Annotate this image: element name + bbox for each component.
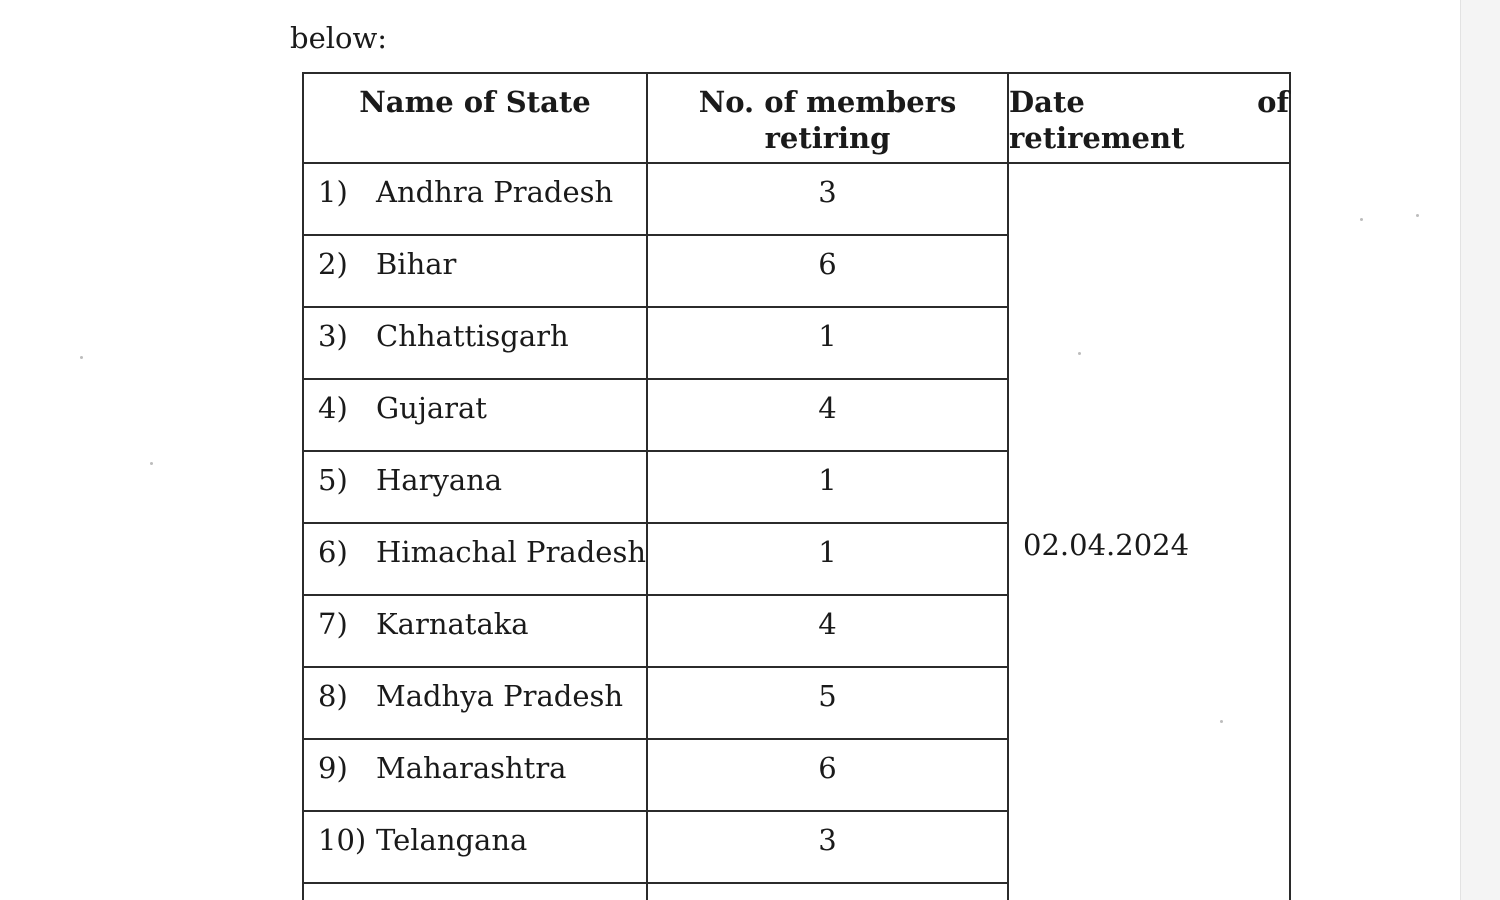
state-cell [303, 307, 647, 379]
scan-speck [1416, 214, 1419, 217]
row-number: 2) [318, 247, 348, 281]
state-cell [303, 811, 647, 883]
state-name: Bihar [376, 247, 457, 281]
header-members-line1: No. of members [698, 85, 957, 119]
header-date-line2: retirement [1009, 121, 1185, 155]
header-date-line1 [1009, 84, 1289, 120]
state-cell [303, 739, 647, 811]
header-date-word1: Date [1009, 85, 1085, 119]
state-name: Telangana [376, 823, 528, 857]
members-count [647, 883, 1008, 900]
state-cell [303, 379, 647, 451]
scan-speck [1360, 218, 1363, 221]
retiring-members-table [302, 72, 1291, 900]
state-name: Maharashtra [376, 751, 567, 785]
members-count: 6 [647, 235, 1008, 307]
header-date-word2: of [1257, 85, 1289, 119]
header-date [1008, 73, 1290, 163]
row-number: 3) [318, 319, 348, 353]
members-count: 6 [647, 739, 1008, 811]
header-state-label: Name of State [359, 85, 591, 119]
retirement-date: 02.04.2024 [1023, 527, 1190, 562]
state-name: Haryana [376, 463, 503, 497]
state-name: Gujarat [376, 391, 487, 425]
retirement-date-cell [1008, 163, 1290, 900]
table-row [303, 163, 1290, 235]
row-number: 8) [318, 679, 348, 713]
state-name: Chhattisgarh [376, 319, 569, 353]
state-cell [303, 163, 647, 235]
state-cell [303, 667, 647, 739]
intro-text: below: [290, 21, 388, 55]
header-members [647, 73, 1008, 163]
state-cell [303, 451, 647, 523]
row-number: 5) [318, 463, 348, 497]
scan-speck [1078, 352, 1081, 355]
members-count: 4 [647, 379, 1008, 451]
state-cell [303, 235, 647, 307]
members-count: 3 [647, 163, 1008, 235]
scan-speck [80, 356, 83, 359]
table-header-row [303, 73, 1290, 163]
scan-speck [150, 462, 153, 465]
header-members-line2: retiring [764, 121, 891, 155]
state-name: Himachal Pradesh [376, 535, 647, 569]
state-name: Madhya Pradesh [376, 679, 624, 713]
state-cell [303, 595, 647, 667]
members-count: 5 [647, 667, 1008, 739]
row-number: 6) [318, 535, 348, 569]
members-count: 1 [647, 523, 1008, 595]
row-number: 7) [318, 607, 348, 641]
row-number: 4) [318, 391, 348, 425]
members-count: 1 [647, 451, 1008, 523]
members-count: 3 [647, 811, 1008, 883]
members-count: 1 [647, 307, 1008, 379]
header-state [303, 73, 647, 163]
state-name: Karnataka [376, 607, 529, 641]
scan-speck [1220, 720, 1223, 723]
page-edge [1460, 0, 1500, 900]
members-count: 4 [647, 595, 1008, 667]
table-body [303, 163, 1290, 900]
state-name: Andhra Pradesh [376, 175, 614, 209]
row-number: 10) [318, 823, 367, 857]
state-cell [303, 523, 647, 595]
row-number: 1) [318, 175, 348, 209]
state-cell [303, 883, 647, 900]
row-number: 9) [318, 751, 348, 785]
